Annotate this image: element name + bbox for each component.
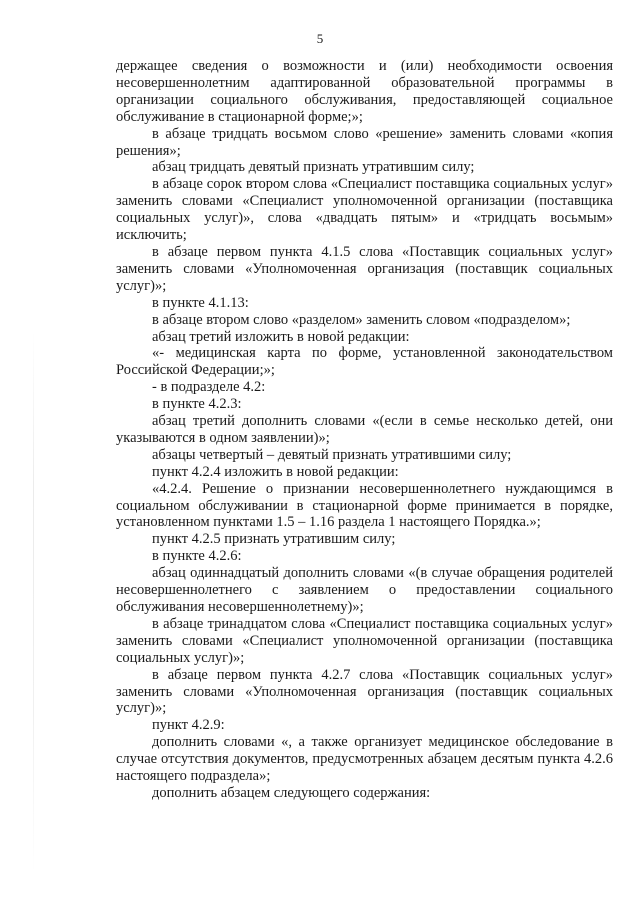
document-paragraph: в абзаце тридцать восьмом слово «решение» заменить словами «копия решения»; — [116, 125, 613, 159]
document-paragraph: держащее сведения о возможности и (или) необходимости освоения несовершеннолетним адаптированной образовательной программы в организации социального обслуживания, предоставляющей социальное обслуживание в стационарной форме;»; — [116, 58, 613, 125]
document-paragraph: абзац третий изложить в новой редакции: — [152, 328, 410, 345]
document-paragraph: пункт 4.2.4 изложить в новой редакции: — [152, 463, 399, 480]
document-body — [116, 58, 613, 802]
document-paragraph: абзац третий дополнить словами «(если в семье несколько детей, они указываются в одном заявлении)»; — [116, 413, 613, 446]
scan-artifact-line — [33, 330, 34, 875]
document-paragraph: дополнить абзацем следующего содержания: — [152, 784, 431, 801]
page-number: 5 — [316, 31, 324, 46]
document-paragraph: пункт 4.2.9: — [152, 717, 225, 734]
document-paragraph: в пункте 4.1.13: — [152, 294, 249, 311]
document-paragraph: в абзаце первом пункта 4.2.7 слова «Поставщик социальных услуг» заменить словами «Уполномоченная организация (поставщик социальных услуг)»; — [116, 666, 613, 717]
document-paragraph: в пункте 4.2.3: — [152, 396, 242, 413]
document-paragraph: абзацы четвертый – девятый признать утратившими силу; — [152, 446, 512, 463]
document-paragraph: в абзаце тринадцатом слова «Специалист поставщика социальных услуг» заменить словами «Специалист уполномоченной организации (поставщика социальных услуг)»; — [116, 615, 613, 666]
document-paragraph: в пункте 4.2.6: — [152, 548, 242, 565]
document-paragraph: «- медицинская карта по форме, установленной законодательством Российской Федерации;»; — [116, 345, 613, 379]
document-paragraph: в абзаце сорок втором слова «Специалист поставщика социальных услуг» заменить словами «Специалист уполномоченной организации (поставщика социальных услуг)», слова «двадцать пятым» и «тридцать восьмым» исключить; — [116, 176, 613, 244]
document-paragraph: «4.2.4. Решение о признании несовершеннолетнего нуждающимся в социальном обслуживании в стационарной форме принимается в порядке, установленном пунктами 1.5 – 1.16 раздела 1 настоящего Порядка.»; — [116, 480, 613, 531]
document-paragraph: пункт 4.2.5 признать утратившим силу; — [152, 531, 396, 548]
document-paragraph: в абзаце втором слово «разделом» заменить словом «подразделом»; — [152, 311, 571, 328]
document-paragraph: абзац одиннадцатый дополнить словами «(в случае обращения родителей несовершеннолетнего с заявлением о предоставлении социального обслуживания несовершеннолетнему)»; — [116, 565, 613, 615]
document-paragraph: абзац тридцать девятый признать утратившим силу; — [152, 159, 475, 176]
document-paragraph: дополнить словами «, а также организует медицинское обследование в случае отсутствия документов, предусмотренных абзацем десятым пункта 4.2.6 настоящего подраздела»; — [116, 734, 613, 785]
document-paragraph: - в подразделе 4.2: — [152, 379, 266, 396]
document-paragraph: в абзаце первом пункта 4.1.5 слова «Поставщик социальных услуг» заменить словами «Уполномоченная организация (поставщик социальных услуг)»; — [116, 243, 613, 294]
